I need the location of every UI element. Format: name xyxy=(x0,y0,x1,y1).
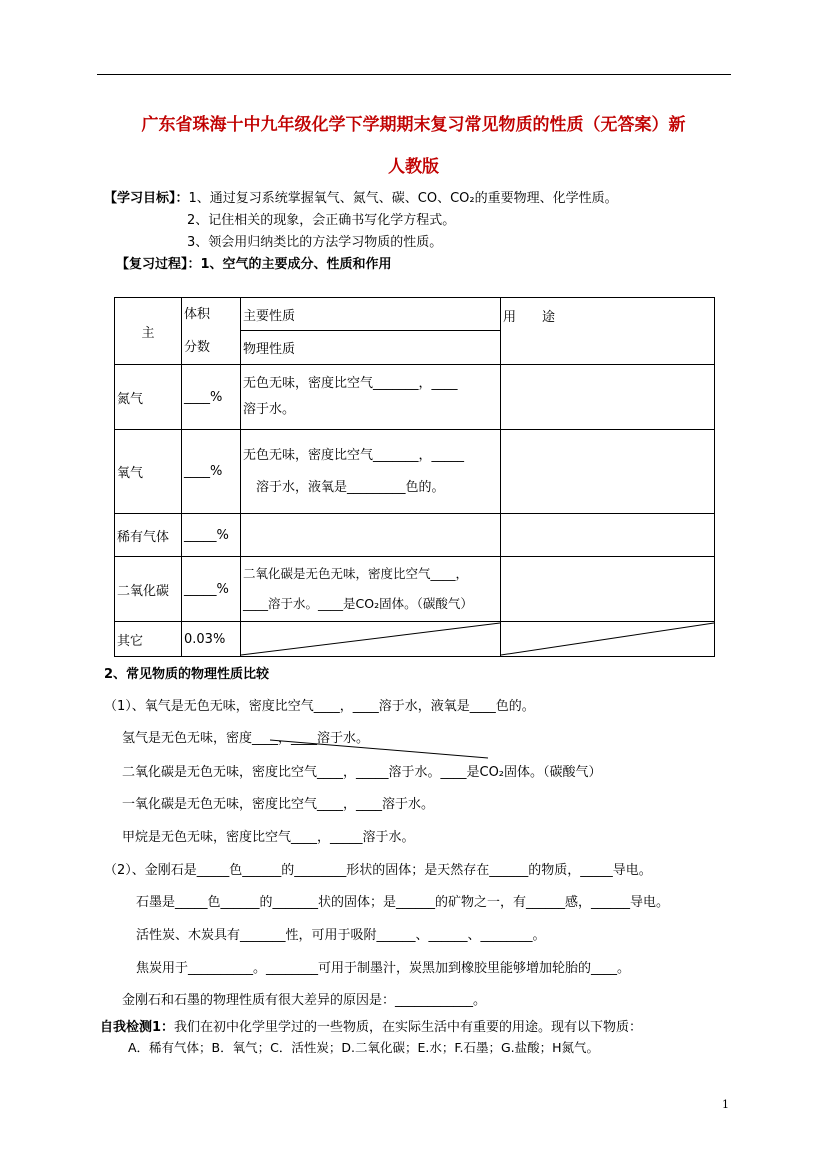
row-props xyxy=(241,557,501,622)
process-heading xyxy=(116,253,392,272)
row-name: 稀有气体 xyxy=(115,514,182,557)
page-title-line2: 人教版 xyxy=(388,157,439,177)
diagonal-line-icon xyxy=(501,622,714,656)
row-props-1: 无色无味，密度比空气_______，_____ xyxy=(243,447,465,463)
row-use-crossed xyxy=(501,622,715,657)
section2-line-3: 二氧化碳是无色无味，密度比空气____，_____溶于水。____是CO₂固体。（碳酸气） xyxy=(122,765,602,780)
row-volume: ____% xyxy=(182,430,241,514)
table-row xyxy=(115,430,715,514)
selftest-label: 自我检测1： xyxy=(100,1020,175,1035)
row-name: 氧气 xyxy=(115,430,182,514)
section2-line-2: 氢气是无色无味，密度____，____溶于水。 xyxy=(122,731,370,746)
selftest-options: A．稀有气体；B．氧气；C．活性炭；D.二氧化碳；E.水；F.石墨；G.盐酸；H氮气。 xyxy=(128,1040,600,1055)
table-row xyxy=(115,557,715,622)
row-use xyxy=(501,365,715,430)
row-use xyxy=(501,514,715,557)
row-props-2: 溶于水，液氧是_________色的。 xyxy=(243,479,445,495)
goal-item-2: 2、记住相关的现象，会正确书写化学方程式。 xyxy=(187,213,456,228)
row-props-2: 溶于水。 xyxy=(243,402,296,417)
row-props-1: 无色无味，密度比空气_______，____ xyxy=(243,376,458,391)
table-header-volume xyxy=(182,298,241,365)
table-row xyxy=(115,622,715,657)
goal-item-3: 3、领会用归纳类比的方法学习物质的性质。 xyxy=(187,235,443,250)
section2-line-9: 焦炭用于__________。________可用于制墨汁，炭黑加到橡胶里能够增加轮胎的____。 xyxy=(136,961,631,976)
section2-line-8: 活性炭、木炭具有_______性，可用于吸附______、______、________。 xyxy=(136,928,546,943)
air-components-table xyxy=(114,297,715,657)
row-volume: ____% xyxy=(182,365,241,430)
page-title-line1: 广东省珠海十中九年级化学下学期期末复习常见物质的性质（无答案）新 xyxy=(141,115,686,135)
row-volume: _____% xyxy=(182,514,241,557)
row-props xyxy=(241,430,501,514)
row-use xyxy=(501,430,715,514)
goal-item-1: 1、通过复习系统掌握氧气、氮气、碳、CO、CO₂的重要物理、化学性质。 xyxy=(188,191,618,206)
page-number: 1 xyxy=(722,1098,729,1111)
table-header-volume-1: 体积 xyxy=(184,307,211,322)
row-volume: 0.03% xyxy=(182,622,241,657)
diagonal-line-icon xyxy=(241,622,500,656)
row-volume: _____% xyxy=(182,557,241,622)
section2-line-1: （1）、氧气是无色无味，密度比空气____，____溶于水，液氧是____色的。 xyxy=(104,699,535,714)
section2-line-4: 一氧化碳是无色无味，密度比空气____，____溶于水。 xyxy=(122,797,435,812)
header-rule xyxy=(97,74,731,75)
table-header-props: 主要性质 xyxy=(241,298,501,331)
row-props xyxy=(241,365,501,430)
row-props-1: 二氧化碳是无色无味，密度比空气____， xyxy=(243,566,469,581)
section2-heading: 2、常见物质的物理性质比较 xyxy=(104,667,270,682)
table-header-use: 用 途 xyxy=(501,298,715,365)
stray-line-icon xyxy=(270,738,490,760)
row-name: 其它 xyxy=(115,622,182,657)
process-section1: 1、空气的主要成分、性质和作用 xyxy=(200,257,392,272)
selftest-text: 我们在初中化学里学过的一些物质，在实际生活中有重要的用途。现有以下物质： xyxy=(174,1020,643,1035)
section2-line-5: 甲烷是无色无味，密度比空气____，_____溶于水。 xyxy=(122,830,415,845)
table-header-volume-2: 分数 xyxy=(184,340,211,355)
row-name: 氮气 xyxy=(115,365,182,430)
table-row xyxy=(115,514,715,557)
section2-line-10: 金刚石和石墨的物理性质有很大差异的原因是：____________。 xyxy=(122,993,487,1008)
row-props-2: ____溶于水。____是CO₂固体。（碳酸气） xyxy=(243,596,473,611)
section2-line-7: 石墨是_____色______的_______状的固体；是______的矿物之一，有______感，______导电。 xyxy=(136,895,670,910)
table-header-main: 主 xyxy=(115,298,182,365)
row-props-crossed xyxy=(241,622,501,657)
table-row xyxy=(115,365,715,430)
goals-label: 【学习目标】： xyxy=(104,191,189,206)
selftest-block xyxy=(100,1016,642,1035)
goals-block xyxy=(104,187,618,206)
row-props xyxy=(241,514,501,557)
table-header-physical: 物理性质 xyxy=(241,331,501,365)
row-name: 二氧化碳 xyxy=(115,557,182,622)
process-label: 【复习过程】： xyxy=(116,257,201,272)
row-use xyxy=(501,557,715,622)
section2-line-6: （2）、金刚石是_____色______的________形状的固体；是天然存在______的物质，_____导电。 xyxy=(104,863,652,878)
